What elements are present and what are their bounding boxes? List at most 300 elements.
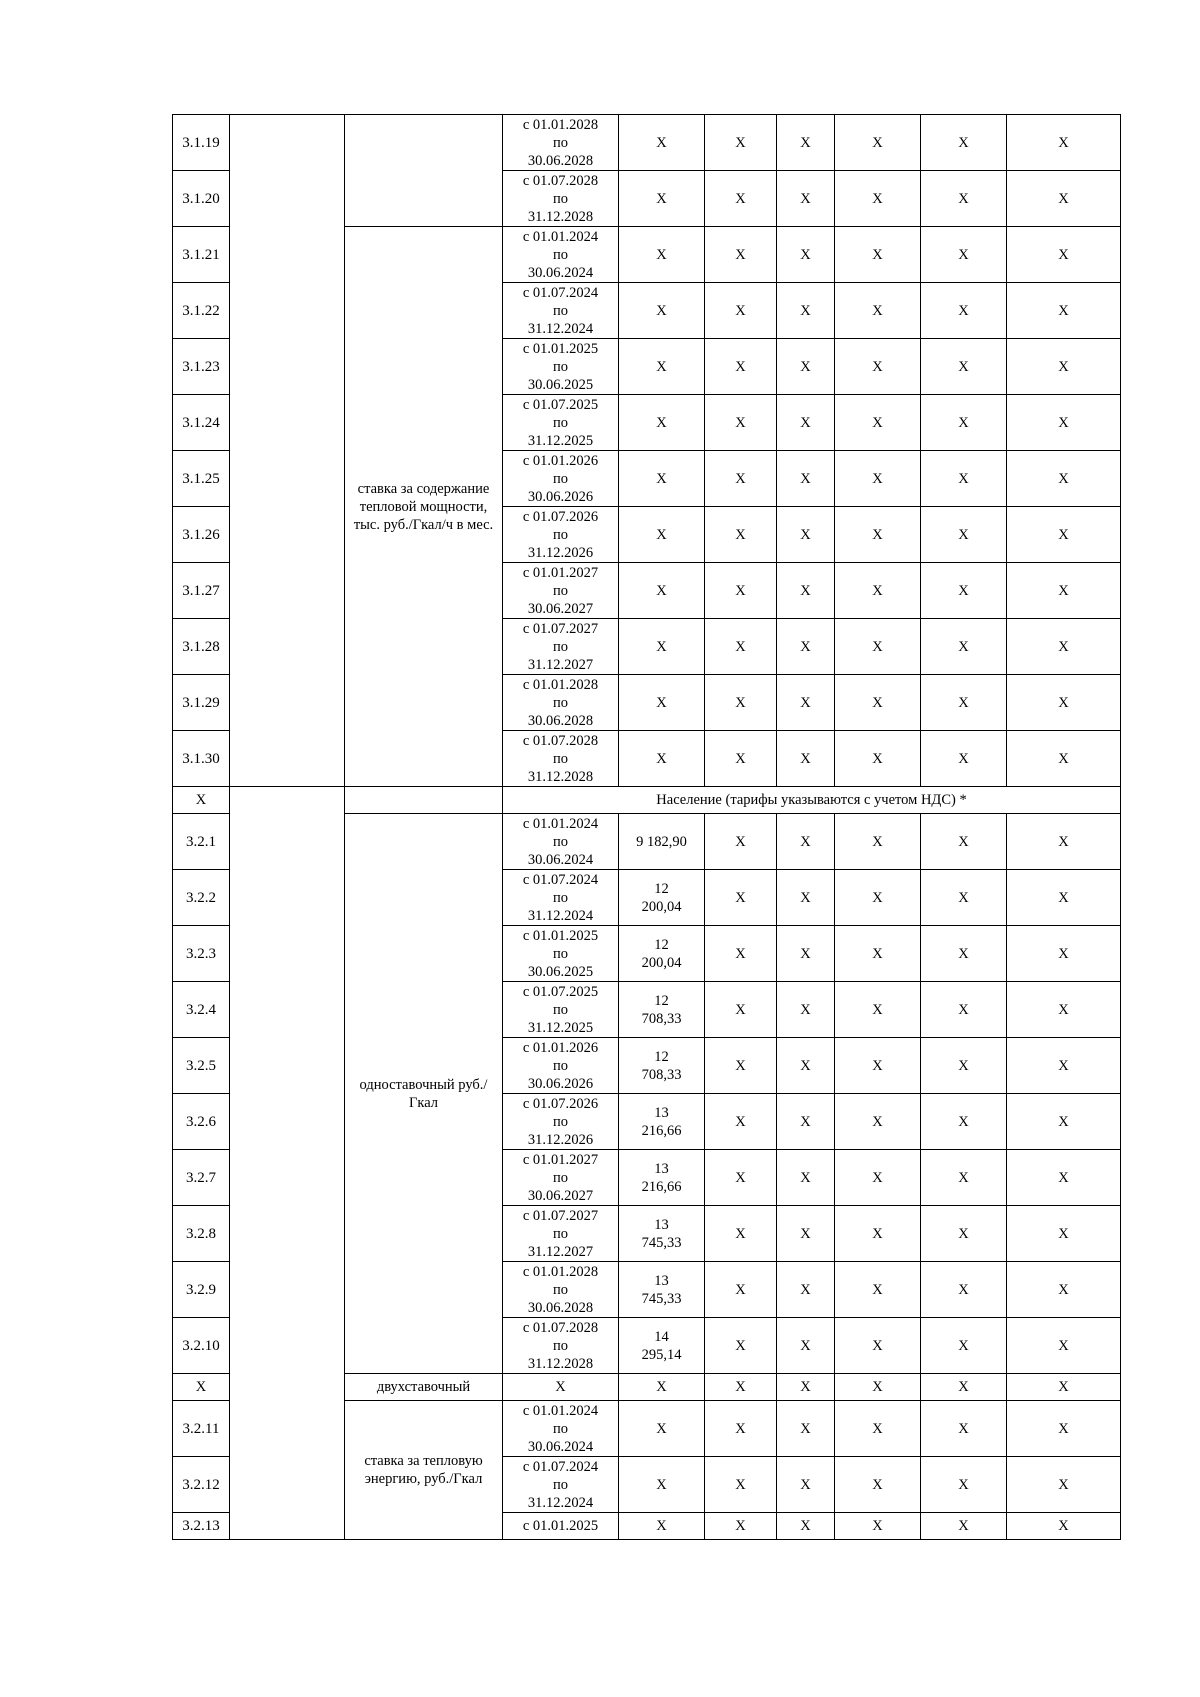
period-line: по [552, 526, 568, 543]
x-mark-cell: X [1007, 731, 1121, 787]
tariff-value-line: 13 [654, 1272, 669, 1289]
period-line: по [552, 1001, 568, 1018]
x-mark-cell: X [705, 814, 777, 870]
x-mark-cell: X [777, 115, 835, 171]
row-id-cell: 3.2.9 [173, 1262, 230, 1318]
x-mark-cell: X [1007, 1150, 1121, 1206]
period-line: 31.12.2024 [527, 907, 594, 924]
tariff-value-cell [619, 1150, 705, 1206]
row-id-cell: 3.2.1 [173, 814, 230, 870]
tariff-value-line: 745,33 [641, 1290, 682, 1307]
x-mark-cell: X [921, 1457, 1007, 1513]
period-cell [503, 619, 619, 675]
x-mark-cell: X [835, 1262, 921, 1318]
period-line: 30.06.2026 [527, 488, 594, 505]
row-id-cell: X [173, 787, 230, 814]
x-mark-cell: X [705, 1513, 777, 1540]
tariff-value-cell [619, 870, 705, 926]
row-id-cell: 3.2.7 [173, 1150, 230, 1206]
period-line: с 01.01.2028 [522, 1263, 599, 1280]
period-line: с 01.07.2024 [522, 871, 599, 888]
x-mark-cell: X [835, 171, 921, 227]
period-cell [503, 1513, 619, 1540]
x-mark-cell: X [777, 171, 835, 227]
x-mark-cell: X [921, 227, 1007, 283]
period-line: по [552, 302, 568, 319]
group-cell [230, 787, 345, 1540]
x-mark-cell: X [705, 1150, 777, 1206]
period-cell [503, 451, 619, 507]
period-line: с 01.01.2024 [522, 1402, 599, 1419]
x-mark-cell: X [619, 171, 705, 227]
period-line: 31.12.2028 [527, 1355, 594, 1372]
x-mark-cell: X [705, 675, 777, 731]
x-mark-cell: X [1007, 339, 1121, 395]
period-line: по [552, 1057, 568, 1074]
period-line: с 01.07.2028 [522, 1319, 599, 1336]
row-id-cell: 3.1.22 [173, 283, 230, 339]
x-mark-cell: X [705, 1038, 777, 1094]
x-mark-cell: X [835, 1401, 921, 1457]
period-line: с 01.01.2024 [522, 228, 599, 245]
period-line: по [552, 414, 568, 431]
period-line: с 01.07.2026 [522, 1095, 599, 1112]
x-mark-cell: X [835, 675, 921, 731]
period-cell [503, 1401, 619, 1457]
row-id-cell: 3.1.26 [173, 507, 230, 563]
x-mark-cell: X [777, 1374, 835, 1401]
x-mark-cell: X [1007, 563, 1121, 619]
period-line: по [552, 1225, 568, 1242]
x-mark-cell: X [705, 563, 777, 619]
x-mark-cell: X [835, 395, 921, 451]
period-line: 30.06.2024 [527, 851, 594, 868]
x-mark-cell: X [619, 227, 705, 283]
x-mark-cell: X [921, 507, 1007, 563]
x-mark-cell: X [835, 1038, 921, 1094]
x-mark-cell: X [1007, 814, 1121, 870]
period-line: 31.12.2024 [527, 320, 594, 337]
x-mark-cell: X [705, 1094, 777, 1150]
tariff-value-line: 200,04 [641, 954, 682, 971]
period-cell [503, 171, 619, 227]
x-mark-cell: X [921, 1150, 1007, 1206]
period-cell [503, 982, 619, 1038]
x-mark-cell: X [921, 675, 1007, 731]
x-mark-cell: X [619, 507, 705, 563]
tariff-value-line: 708,33 [641, 1066, 682, 1083]
period-cell [503, 731, 619, 787]
x-mark-cell: X [777, 982, 835, 1038]
x-mark-cell: X [835, 814, 921, 870]
period-cell [503, 1457, 619, 1513]
x-mark-cell: X [835, 563, 921, 619]
x-mark-cell: X [835, 1457, 921, 1513]
period-line: 30.06.2025 [527, 376, 594, 393]
x-mark-cell: X [705, 395, 777, 451]
group-cell [230, 115, 345, 787]
x-mark-cell: X [705, 1374, 777, 1401]
x-mark-cell: X [619, 339, 705, 395]
period-line: с 01.07.2025 [522, 983, 599, 1000]
x-mark-cell: X [1007, 283, 1121, 339]
period-line: с 01.07.2027 [522, 1207, 599, 1224]
period-line: по [552, 1476, 568, 1493]
x-mark-cell: X [705, 1206, 777, 1262]
x-mark-cell: X [777, 814, 835, 870]
tariff-value-line: 12 [654, 992, 669, 1009]
x-mark-cell: X [921, 1318, 1007, 1374]
period-line: с 01.07.2024 [522, 1458, 599, 1475]
x-mark-cell: X [921, 731, 1007, 787]
x-mark-cell: X [921, 339, 1007, 395]
x-mark-cell: X [921, 1206, 1007, 1262]
x-mark-cell: X [777, 926, 835, 982]
period-line: с 01.01.2026 [522, 452, 599, 469]
period-line: по [552, 190, 568, 207]
period-line: по [552, 1337, 568, 1354]
period-line: 30.06.2027 [527, 600, 594, 617]
x-mark-cell: X [835, 1318, 921, 1374]
period-line: 30.06.2027 [527, 1187, 594, 1204]
x-mark-cell: X [777, 675, 835, 731]
x-mark-cell: X [921, 814, 1007, 870]
row-id-cell: 3.1.20 [173, 171, 230, 227]
period-cell [503, 1206, 619, 1262]
period-line: 31.12.2025 [527, 432, 594, 449]
period-line: по [552, 889, 568, 906]
period-line: 31.12.2025 [527, 1019, 594, 1036]
x-mark-cell: X [777, 1457, 835, 1513]
period-cell [503, 507, 619, 563]
x-mark-cell: X [777, 507, 835, 563]
tariff-value-line: 216,66 [641, 1122, 682, 1139]
row-id-cell: 3.2.3 [173, 926, 230, 982]
tariff-value-cell [619, 1206, 705, 1262]
period-line: по [552, 582, 568, 599]
row-id-cell: 3.2.10 [173, 1318, 230, 1374]
x-mark-cell: X [619, 115, 705, 171]
x-mark-cell: X [921, 283, 1007, 339]
x-mark-cell: X [835, 619, 921, 675]
period-line: по [552, 1169, 568, 1186]
x-mark-cell: X [921, 451, 1007, 507]
x-mark-cell: X [777, 563, 835, 619]
row-id-cell: 3.2.4 [173, 982, 230, 1038]
period-line: 30.06.2028 [527, 152, 594, 169]
table-body [173, 115, 1121, 1540]
x-mark-cell: X [619, 395, 705, 451]
row-id-cell: 3.1.19 [173, 115, 230, 171]
x-mark-cell: X [777, 1513, 835, 1540]
x-mark-cell: X [705, 982, 777, 1038]
tariff-value-line: 14 [654, 1328, 669, 1345]
period-line: 30.06.2024 [527, 1438, 594, 1455]
tariff-value-cell [619, 982, 705, 1038]
tariff-value-line: 12 [654, 880, 669, 897]
period-cell [503, 227, 619, 283]
x-mark-cell: X [705, 171, 777, 227]
x-mark-cell: X [1007, 1262, 1121, 1318]
x-mark-cell: X [705, 1401, 777, 1457]
period-cell [503, 870, 619, 926]
period-cell [503, 1262, 619, 1318]
tariff-value-line: 9 182,90 [636, 833, 687, 850]
x-mark-cell: X [921, 1094, 1007, 1150]
x-mark-cell: X [835, 926, 921, 982]
x-mark-cell: X [705, 731, 777, 787]
x-mark-cell: X [835, 115, 921, 171]
row-id-cell: 3.2.6 [173, 1094, 230, 1150]
x-mark-cell: X [921, 1374, 1007, 1401]
period-line: 30.06.2026 [527, 1075, 594, 1092]
x-mark-cell: X [835, 1374, 921, 1401]
tariff-value-line: 295,14 [641, 1346, 682, 1363]
row-id-cell: 3.2.8 [173, 1206, 230, 1262]
period-line: по [552, 1113, 568, 1130]
table-row [173, 787, 1121, 814]
x-mark-cell: X [921, 1262, 1007, 1318]
tariff-value-cell [619, 1318, 705, 1374]
period-line: с 01.07.2028 [522, 732, 599, 749]
x-mark-cell: X [619, 619, 705, 675]
x-mark-cell: X [777, 1262, 835, 1318]
tariff-value-line: 708,33 [641, 1010, 682, 1027]
period-line: по [552, 1281, 568, 1298]
row-id-cell: 3.1.23 [173, 339, 230, 395]
x-mark-cell: X [777, 339, 835, 395]
period-line: с 01.01.2025 [522, 927, 599, 944]
x-mark-cell: X [705, 619, 777, 675]
period-cell [503, 283, 619, 339]
period-line: с 01.01.2025 [522, 1518, 599, 1534]
x-mark-cell: X [777, 1318, 835, 1374]
x-mark-cell: X [619, 1401, 705, 1457]
period-cell [503, 395, 619, 451]
x-mark-cell: X [1007, 507, 1121, 563]
x-mark-cell: X [503, 1374, 619, 1401]
period-cell [503, 814, 619, 870]
row-id-cell: X [173, 1374, 230, 1401]
capacity-rate-label: ставка за содержание тепловой мощности, тыс. руб./Гкал/ч в мес. [345, 227, 503, 787]
period-line: 31.12.2026 [527, 1131, 594, 1148]
x-mark-cell: X [705, 283, 777, 339]
x-mark-cell: X [619, 1374, 705, 1401]
x-mark-cell: X [921, 115, 1007, 171]
tariff-value-cell [619, 814, 705, 870]
x-mark-cell: X [1007, 982, 1121, 1038]
x-mark-cell: X [777, 1401, 835, 1457]
row-id-cell: 3.2.12 [173, 1457, 230, 1513]
x-mark-cell: X [835, 339, 921, 395]
x-mark-cell: X [835, 1094, 921, 1150]
x-mark-cell: X [1007, 1206, 1121, 1262]
tariff-value-cell [619, 1094, 705, 1150]
period-line: с 01.01.2027 [522, 1151, 599, 1168]
x-mark-cell: X [921, 1038, 1007, 1094]
period-cell [503, 926, 619, 982]
period-line: по [552, 833, 568, 850]
period-line: с 01.07.2025 [522, 396, 599, 413]
period-cell [503, 563, 619, 619]
x-mark-cell: X [777, 227, 835, 283]
x-mark-cell: X [619, 1513, 705, 1540]
tariff-value-line: 13 [654, 1104, 669, 1121]
table-row [173, 115, 1121, 171]
x-mark-cell: X [921, 926, 1007, 982]
x-mark-cell: X [705, 507, 777, 563]
period-line: 31.12.2026 [527, 544, 594, 561]
tariff-value-line: 12 [654, 936, 669, 953]
x-mark-cell: X [1007, 115, 1121, 171]
x-mark-cell: X [777, 1150, 835, 1206]
period-line: по [552, 1420, 568, 1437]
period-cell [503, 1318, 619, 1374]
x-mark-cell: X [835, 507, 921, 563]
period-cell [503, 115, 619, 171]
x-mark-cell: X [619, 283, 705, 339]
period-line: по [552, 694, 568, 711]
x-mark-cell: X [921, 395, 1007, 451]
x-mark-cell: X [705, 870, 777, 926]
x-mark-cell: X [1007, 1038, 1121, 1094]
x-mark-cell: X [777, 1206, 835, 1262]
x-mark-cell: X [619, 1457, 705, 1513]
x-mark-cell: X [835, 227, 921, 283]
x-mark-cell: X [777, 283, 835, 339]
tariff-value-line: 200,04 [641, 898, 682, 915]
x-mark-cell: X [705, 451, 777, 507]
row-id-cell: 3.2.2 [173, 870, 230, 926]
x-mark-cell: X [1007, 870, 1121, 926]
period-line: по [552, 638, 568, 655]
period-line: 30.06.2025 [527, 963, 594, 980]
period-line: по [552, 750, 568, 767]
x-mark-cell: X [1007, 1401, 1121, 1457]
x-mark-cell: X [921, 1513, 1007, 1540]
x-mark-cell: X [705, 1262, 777, 1318]
x-mark-cell: X [705, 115, 777, 171]
period-cell [503, 1094, 619, 1150]
period-line: с 01.01.2028 [522, 676, 599, 693]
period-line: по [552, 470, 568, 487]
x-mark-cell: X [777, 1094, 835, 1150]
x-mark-cell: X [705, 1457, 777, 1513]
x-mark-cell: X [1007, 227, 1121, 283]
period-line: с 01.07.2028 [522, 172, 599, 189]
row-id-cell: 3.2.5 [173, 1038, 230, 1094]
x-mark-cell: X [619, 675, 705, 731]
x-mark-cell: X [1007, 1094, 1121, 1150]
tariff-value-line: 12 [654, 1048, 669, 1065]
x-mark-cell: X [777, 870, 835, 926]
x-mark-cell: X [1007, 1374, 1121, 1401]
period-line: с 01.01.2026 [522, 1039, 599, 1056]
row-id-cell: 3.1.21 [173, 227, 230, 283]
period-line: с 01.07.2024 [522, 284, 599, 301]
x-mark-cell: X [1007, 171, 1121, 227]
x-mark-cell: X [777, 451, 835, 507]
rate-label-cell [345, 115, 503, 227]
x-mark-cell: X [777, 619, 835, 675]
period-cell [503, 1038, 619, 1094]
x-mark-cell: X [619, 731, 705, 787]
period-cell [503, 339, 619, 395]
x-mark-cell: X [705, 1318, 777, 1374]
x-mark-cell: X [705, 339, 777, 395]
x-mark-cell: X [777, 731, 835, 787]
x-mark-cell: X [1007, 926, 1121, 982]
x-mark-cell: X [921, 870, 1007, 926]
row-id-cell: 3.1.25 [173, 451, 230, 507]
period-line: 31.12.2027 [527, 1243, 594, 1260]
period-line: с 01.01.2027 [522, 564, 599, 581]
period-line: 30.06.2028 [527, 1299, 594, 1316]
period-line: 30.06.2028 [527, 712, 594, 729]
x-mark-cell: X [1007, 451, 1121, 507]
x-mark-cell: X [1007, 1513, 1121, 1540]
x-mark-cell: X [921, 171, 1007, 227]
x-mark-cell: X [1007, 1318, 1121, 1374]
row-id-cell: 3.1.28 [173, 619, 230, 675]
x-mark-cell: X [1007, 395, 1121, 451]
period-cell [503, 675, 619, 731]
x-mark-cell: X [921, 982, 1007, 1038]
x-mark-cell: X [777, 395, 835, 451]
x-mark-cell: X [921, 563, 1007, 619]
population-header: Население (тарифы указываются с учетом НДС) * [503, 787, 1121, 814]
row-id-cell: 3.1.29 [173, 675, 230, 731]
row-id-cell: 3.2.13 [173, 1513, 230, 1540]
period-line: с 01.01.2028 [522, 116, 599, 133]
period-line: с 01.01.2025 [522, 340, 599, 357]
period-line: с 01.07.2026 [522, 508, 599, 525]
x-mark-cell: X [835, 870, 921, 926]
x-mark-cell: X [777, 1038, 835, 1094]
row-id-cell: 3.1.30 [173, 731, 230, 787]
x-mark-cell: X [1007, 1457, 1121, 1513]
x-mark-cell: X [835, 451, 921, 507]
x-mark-cell: X [921, 619, 1007, 675]
period-line: 31.12.2024 [527, 1494, 594, 1511]
x-mark-cell: X [705, 926, 777, 982]
period-line: с 01.01.2024 [522, 815, 599, 832]
tariff-table [172, 114, 1121, 1540]
x-mark-cell: X [705, 227, 777, 283]
x-mark-cell: X [1007, 675, 1121, 731]
period-line: по [552, 945, 568, 962]
x-mark-cell: X [1007, 619, 1121, 675]
tariff-value-cell [619, 1262, 705, 1318]
period-line: по [552, 246, 568, 263]
x-mark-cell: X [835, 1150, 921, 1206]
period-line: 31.12.2027 [527, 656, 594, 673]
period-line: с 01.07.2027 [522, 620, 599, 637]
period-line: 31.12.2028 [527, 208, 594, 225]
tariff-value-line: 745,33 [641, 1234, 682, 1251]
tariff-value-line: 216,66 [641, 1178, 682, 1195]
tariff-value-line: 13 [654, 1216, 669, 1233]
x-mark-cell: X [835, 982, 921, 1038]
row-id-cell: 3.1.24 [173, 395, 230, 451]
two-rate-label: двухставочный [345, 1374, 503, 1401]
x-mark-cell: X [835, 731, 921, 787]
row-id-cell: 3.1.27 [173, 563, 230, 619]
energy-rate-label: ставка за тепловую энергию, руб./Гкал [345, 1401, 503, 1540]
rate-label-cell [345, 787, 503, 814]
x-mark-cell: X [835, 1513, 921, 1540]
row-id-cell: 3.2.11 [173, 1401, 230, 1457]
